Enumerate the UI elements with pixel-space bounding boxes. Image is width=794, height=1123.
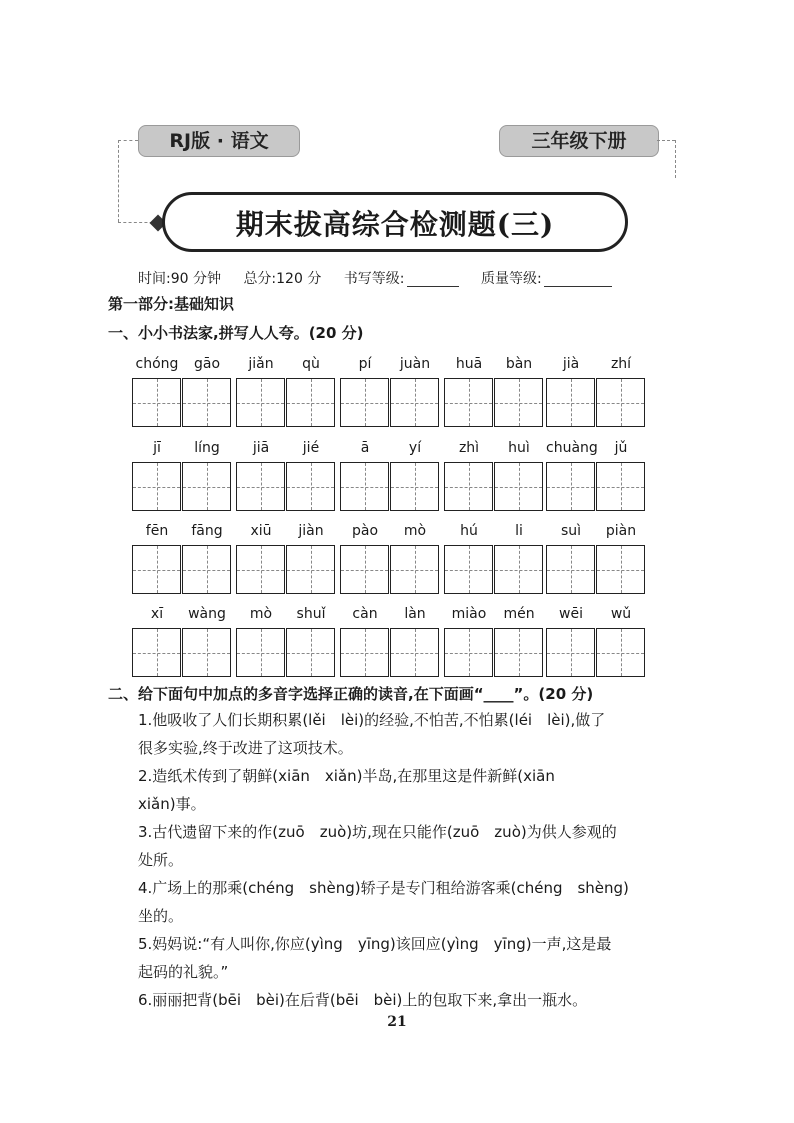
pinyin-label: miào [451,606,487,622]
writing-cell[interactable] [390,545,439,594]
pinyin-label: pào [351,523,379,539]
writing-grade [344,268,459,288]
section1-title: 一、小小书法家,拼写人人夸。(20 分) [108,324,364,342]
word-group [236,602,336,678]
question-item [138,986,698,1014]
pinyin-label: qù [302,356,320,372]
pinyin-label: ā [360,440,370,456]
word-group [546,519,646,595]
writing-cell[interactable] [390,628,439,677]
pinyin-label: juàn [399,356,431,372]
section2-title: 二、给下面句中加点的多音字选择正确的读音,在下面画“____”。(20 分) [108,685,594,703]
pinyin-label: fēn [145,523,169,539]
pinyin-label: jiā [252,440,270,456]
pinyin-label: jié [302,440,320,456]
pinyin-label: zhí [610,356,632,372]
question-item [138,874,698,930]
question-item [138,930,698,986]
word-group [444,602,544,678]
writing-cell[interactable] [182,545,231,594]
page-number: 21 [387,1014,407,1030]
writing-cell[interactable] [390,462,439,511]
pinyin-label: jǔ [614,440,628,456]
word-group [340,352,440,428]
writing-grade-blank[interactable] [407,272,459,287]
word-group [546,602,646,678]
part1-title: 第一部分:基础知识 [108,295,234,313]
writing-cell[interactable] [132,628,181,677]
writing-cell[interactable] [340,628,389,677]
pinyin-label: jià [562,356,580,372]
question-line: 很多实验,终于改进了这项技术。 [138,739,353,757]
word-group [444,352,544,428]
pinyin-label: fāng [191,523,223,539]
writing-cell[interactable] [444,628,493,677]
writing-cell[interactable] [182,462,231,511]
pinyin-label: pí [358,356,372,372]
writing-cell[interactable] [286,545,335,594]
word-group [340,602,440,678]
question-list [138,706,698,1014]
writing-cell[interactable] [340,462,389,511]
pinyin-label: gāo [193,356,221,372]
connector-line [675,140,676,178]
word-group [236,352,336,428]
writing-cell[interactable] [132,462,181,511]
writing-cell[interactable] [286,462,335,511]
pinyin-label: zhì [458,440,480,456]
word-group [444,436,544,512]
pinyin-label: mò [249,606,273,622]
total-label: 总分:120 分 [243,271,322,287]
writing-cell[interactable] [236,462,285,511]
writing-cell[interactable] [286,378,335,427]
writing-cell[interactable] [236,378,285,427]
writing-cell[interactable] [494,378,543,427]
writing-cell[interactable] [596,462,645,511]
pinyin-label: bàn [505,356,533,372]
pinyin-label: wēi [559,606,583,622]
question-line: xiǎn)事。 [138,795,206,813]
word-group [340,519,440,595]
question-line: 3.古代遗留下来的作(zuō zuò)坊,现在只能作(zuō zuò)为供人参观的 [138,823,617,841]
pinyin-label: làn [404,606,426,622]
exam-meta [138,268,630,288]
pinyin-label: huā [455,356,483,372]
pinyin-label: mò [403,523,427,539]
question-line: 处所。 [138,851,184,869]
exam-title: 期末拔高综合检测题(三) [162,192,628,252]
pinyin-label: mén [503,606,535,622]
pinyin-label: wàng [188,606,226,622]
quality-grade-label: 质量等级: [480,271,542,287]
pinyin-label: wǔ [610,606,632,622]
pinyin-label: piàn [605,523,637,539]
connector-line [657,140,675,141]
question-line: 6.丽丽把背(bēi bèi)在后背(bēi bèi)上的包取下来,拿出一瓶水。 [138,991,588,1009]
connector-line [118,140,138,141]
writing-cell[interactable] [546,462,595,511]
writing-cell[interactable] [236,545,285,594]
writing-cell[interactable] [132,378,181,427]
word-group [546,436,646,512]
pinyin-label: jiàn [298,523,324,539]
word-group [132,436,232,512]
writing-cell[interactable] [444,545,493,594]
writing-cell[interactable] [596,628,645,677]
writing-cell[interactable] [286,628,335,677]
question-line: 5.妈妈说:“有人叫你,你应(yìng yīng)该回应(yìng yīng)一声,这是最 [138,935,612,953]
grade-tag: 三年级下册 [499,125,659,157]
pinyin-label: líng [194,440,220,456]
writing-cell[interactable] [546,378,595,427]
word-group [132,519,232,595]
writing-cell[interactable] [340,378,389,427]
question-item [138,706,698,762]
word-group [340,436,440,512]
writing-cell[interactable] [182,628,231,677]
writing-cell[interactable] [596,545,645,594]
writing-cell[interactable] [132,545,181,594]
question-line: 起码的礼貌。” [138,963,229,981]
writing-cell[interactable] [596,378,645,427]
question-line: 2.造纸术传到了朝鲜(xiān xiǎn)半岛,在那里这是件新鲜(xiān [138,767,555,785]
time-label: 时间:90 分钟 [138,271,221,287]
pinyin-label: yí [408,440,422,456]
writing-cell[interactable] [236,628,285,677]
writing-cell[interactable] [546,628,595,677]
question-line: 坐的。 [138,907,184,925]
word-group [546,352,646,428]
question-line: 4.广场上的那乘(chéng shèng)轿子是专门租给游客乘(chéng shèng) [138,879,629,897]
pinyin-label: shuǐ [296,606,326,622]
pinyin-label: jiǎn [248,356,274,372]
pinyin-label: càn [352,606,378,622]
pinyin-label: chuàng [546,440,598,456]
pinyin-label: li [515,523,523,539]
writing-cell[interactable] [546,545,595,594]
word-group [236,436,336,512]
question-item [138,818,698,874]
writing-cell[interactable] [340,545,389,594]
writing-cell[interactable] [494,628,543,677]
pinyin-label: xiū [250,523,272,539]
question-line: 1.他吸收了人们长期积累(lěi lèi)的经验,不怕苦,不怕累(léi lèi),做了 [138,711,606,729]
pinyin-label: chóng [135,356,179,372]
quality-grade-blank[interactable] [544,272,612,287]
word-group [236,519,336,595]
connector-line [118,140,119,222]
word-group [132,352,232,428]
word-group [132,602,232,678]
pinyin-label: suì [560,523,582,539]
writing-cell[interactable] [444,378,493,427]
pinyin-label: huì [508,440,530,456]
writing-grade-label: 书写等级: [343,271,405,287]
quality-grade [481,268,612,288]
writing-cell[interactable] [182,378,231,427]
subject-tag: RJ版 · 语文 [138,125,300,157]
pinyin-label: hú [460,523,478,539]
writing-cell[interactable] [494,462,543,511]
writing-cell[interactable] [390,378,439,427]
writing-cell[interactable] [444,462,493,511]
writing-cell[interactable] [494,545,543,594]
pinyin-label: jī [153,440,161,456]
pinyin-label: xī [150,606,164,622]
question-item [138,762,698,818]
word-group [444,519,544,595]
